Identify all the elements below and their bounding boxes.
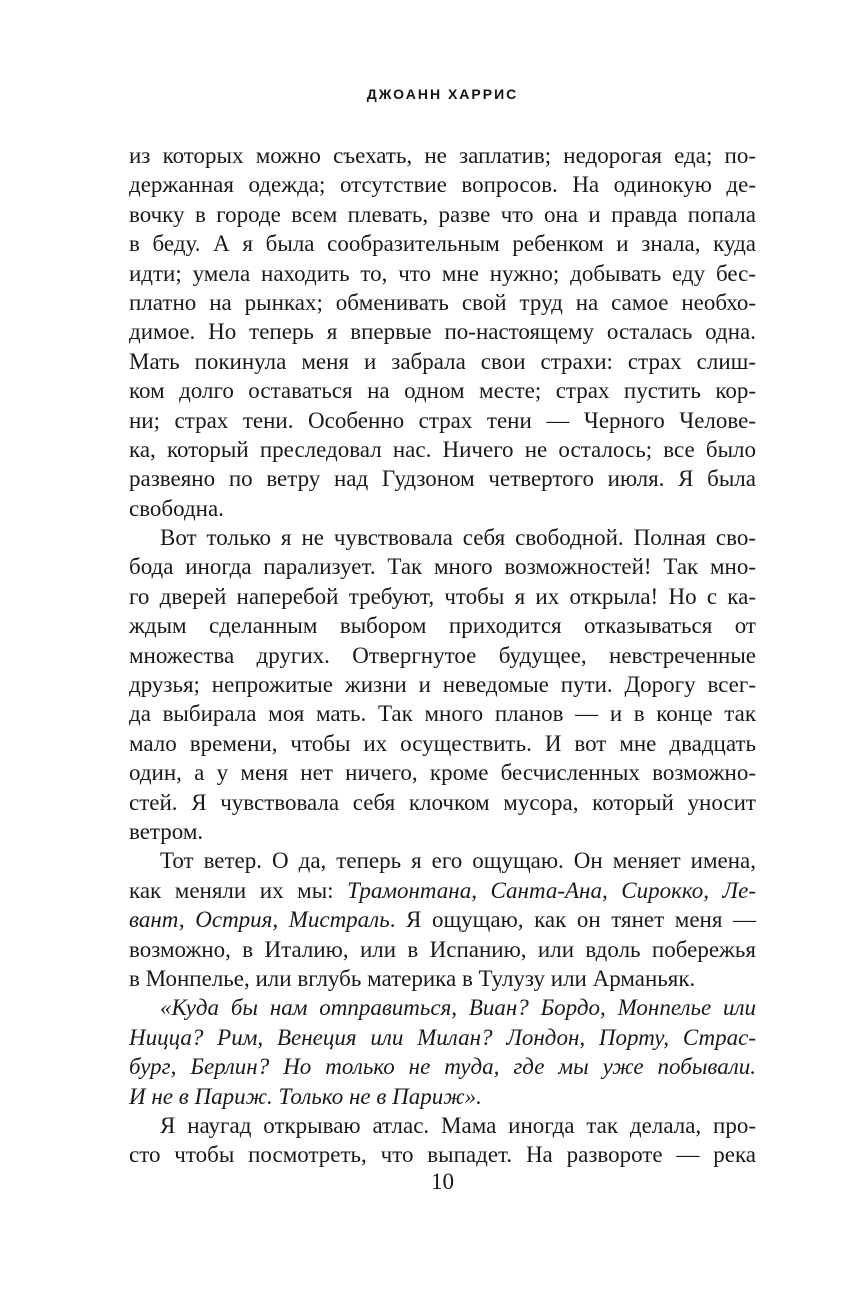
paragraph <box>129 846 756 993</box>
text-line <box>129 317 756 346</box>
text-line <box>129 1140 756 1169</box>
text-line <box>129 670 756 699</box>
text-line <box>129 376 756 405</box>
text-run: Мать покинула меня и забрала свои страхи: страх слиш- <box>129 348 756 374</box>
text-line <box>129 1111 756 1140</box>
text-run: димое. Но теперь я впервые по-настоящему осталась одна. <box>129 319 756 345</box>
italic-text-run: вант, Острия, Мистраль <box>129 907 390 933</box>
text-line <box>129 1023 756 1052</box>
text-line <box>129 200 756 229</box>
italic-text-run: И не в Париж. Только не в Париж». <box>129 1083 482 1109</box>
text-line <box>129 229 756 258</box>
text-run: го дверей наперебой требуют, чтобы я их открыла! Но с ка- <box>129 583 756 609</box>
text-run: да выбирала моя мать. Так много планов — и в конце так <box>129 701 756 727</box>
text-line <box>129 347 756 376</box>
text-line <box>129 611 756 640</box>
text-line <box>129 876 756 905</box>
text-line <box>129 993 756 1022</box>
text-line <box>129 141 756 170</box>
text-run: один, а у меня нет ничего, кроме бесчисленных возможно- <box>129 760 756 786</box>
text-run: . Я ощущаю, как он тянет меня — <box>389 907 756 933</box>
text-line <box>129 817 756 846</box>
text-run: держанная одежда; отсутствие вопросов. На одинокую де- <box>129 172 756 198</box>
text-run: развеяно по ветру над Гудзоном четвертого июля. Я была <box>129 466 756 492</box>
text-run: возможно, в Италию, или в Испанию, или вдоль побережья <box>129 936 756 962</box>
italic-text-run: Ницца? Рим, Венеция или Милан? Лондон, Порту, Страс- <box>129 1024 756 1050</box>
paragraph <box>129 993 756 1111</box>
text-line <box>129 905 756 934</box>
text-block <box>129 141 756 1170</box>
running-head-author: ДЖОАНН ХАРРИС <box>366 86 519 102</box>
text-line <box>129 758 756 787</box>
text-line <box>129 552 756 581</box>
paragraph <box>129 141 756 523</box>
text-run: как меняли их мы: <box>129 877 348 903</box>
text-run: свободна. <box>129 495 224 521</box>
text-line <box>129 935 756 964</box>
text-line <box>129 288 756 317</box>
text-line <box>129 846 756 875</box>
text-run: ка, который преследовал нас. Ничего не осталось; все было <box>129 436 756 462</box>
italic-text-run: «Куда бы нам отправиться, Виан? Бордо, Монпелье или <box>160 995 756 1021</box>
text-run: множества других. Отвергнутое будущее, невстреченные <box>129 642 756 668</box>
text-run: бода иногда парализует. Так много возможностей! Так мно- <box>129 554 756 580</box>
italic-text-run: Трамонтана, Санта-Ана, Сирокко, Ле- <box>347 877 756 903</box>
page-number: 10 <box>431 1169 454 1194</box>
text-run: сто чтобы посмотреть, что выпадет. На развороте — река <box>129 1142 756 1168</box>
text-line <box>129 699 756 728</box>
text-run: ком долго оставаться на одном месте; страх пустить кор- <box>129 378 756 404</box>
text-run: Я наугад открываю атлас. Мама иногда так делала, про- <box>160 1112 756 1138</box>
text-line <box>129 259 756 288</box>
text-run: в беду. А я была сообразительным ребенком и знала, куда <box>129 231 756 257</box>
text-run: в Монпелье, или вглубь материка в Тулузу или Арманьяк. <box>129 965 696 991</box>
text-line <box>129 406 756 435</box>
text-line <box>129 1082 756 1111</box>
text-run: мало времени, чтобы их осуществить. И вот мне двадцать <box>129 730 756 756</box>
text-run: Вот только я не чувствовала себя свободной. Полная сво- <box>160 525 756 551</box>
text-line <box>129 494 756 523</box>
paragraph <box>129 1111 756 1170</box>
text-run: Тот ветер. О да, теперь я его ощущаю. Он меняет имена, <box>160 848 756 874</box>
text-line <box>129 641 756 670</box>
text-line <box>129 170 756 199</box>
text-line <box>129 729 756 758</box>
text-line <box>129 523 756 552</box>
text-run: ждым сделанным выбором приходится отказываться от <box>129 613 756 639</box>
text-line <box>129 435 756 464</box>
text-run: из которых можно съехать, не заплатив; недорогая еда; по- <box>129 143 756 168</box>
text-run: стей. Я чувствовала себя клочком мусора, который уносит <box>129 789 756 815</box>
text-run: ветром. <box>129 818 204 844</box>
text-line <box>129 582 756 611</box>
text-run: платно на рынках; обменивать свой труд на самое необхо- <box>129 289 756 315</box>
italic-text-run: бург, Берлин? Но только не туда, где мы уже побывали. <box>129 1054 756 1080</box>
text-line <box>129 964 756 993</box>
text-line <box>129 1052 756 1081</box>
text-run: ни; страх тени. Особенно страх тени — Черного Челове- <box>129 407 756 433</box>
text-run: друзья; непрожитые жизни и неведомые пути. Дорогу всег- <box>129 672 756 698</box>
text-run: вочку в городе всем плевать, разве что она и правда попала <box>129 201 756 227</box>
text-run: идти; умела находить то, что мне нужно; добывать еду бес- <box>129 260 756 286</box>
paragraph <box>129 523 756 846</box>
text-line <box>129 464 756 493</box>
text-line <box>129 788 756 817</box>
